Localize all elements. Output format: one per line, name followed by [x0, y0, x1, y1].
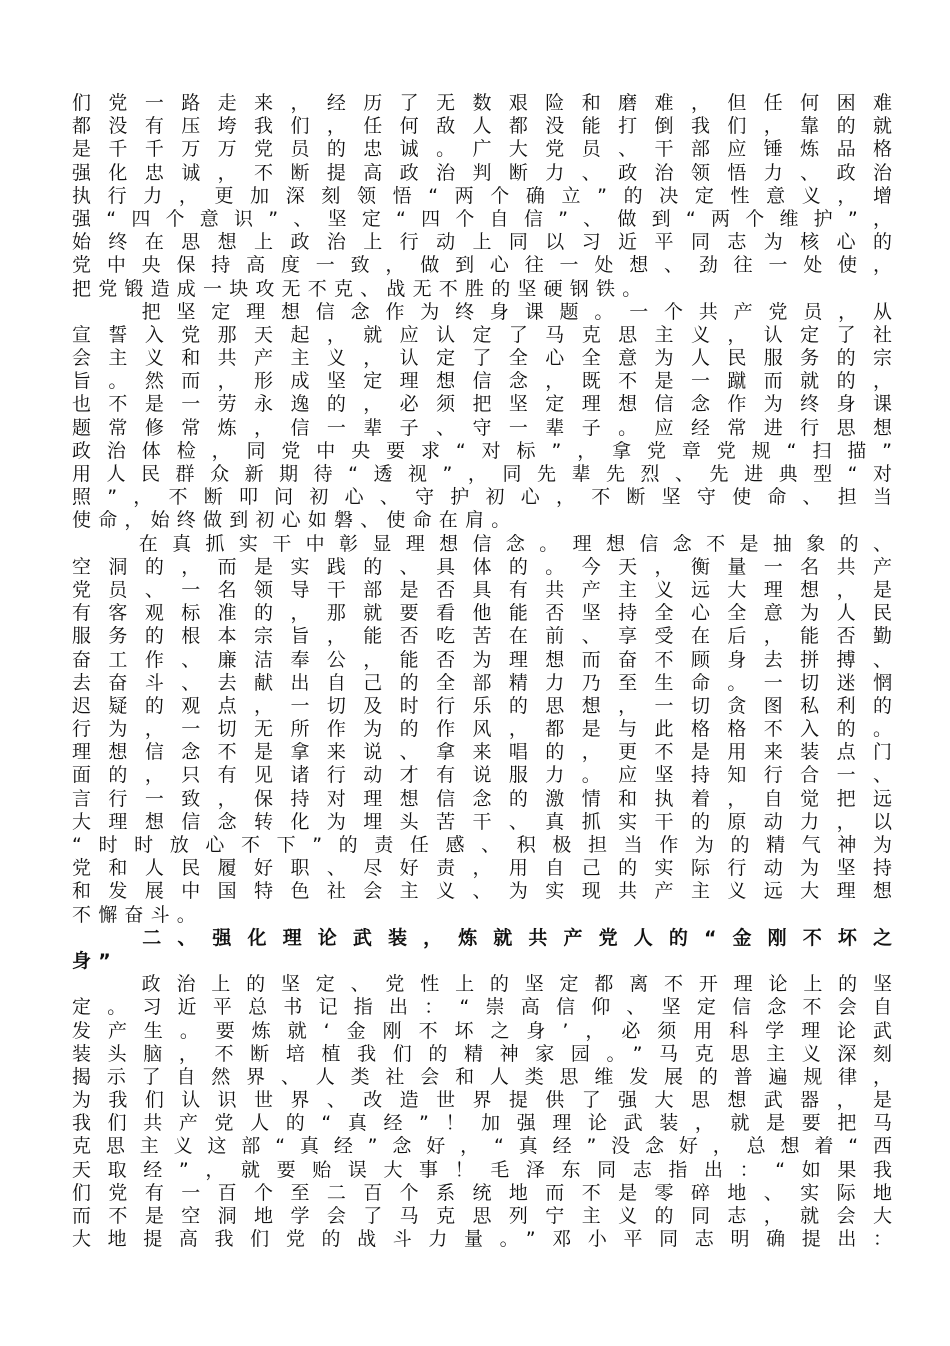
text-line: 定。习近平总书记指出：“崇高信仰、坚定信念不会自 — [72, 996, 892, 1019]
text-line: 党员、一名领导干部是否具有共产主义远大理想，是 — [72, 578, 892, 601]
text-line: 使命，始终做到初心如磐、使命在肩。 — [72, 509, 518, 532]
section-heading-line: 身” — [72, 949, 118, 972]
text-line: 党和人民履好职、尽好责，用自己的实际行动为坚持 — [72, 857, 892, 880]
text-line: 是千千万万党员的忠诚。广大党员、干部应锤炼品格 — [72, 138, 892, 161]
text-line: 强“四个意识”、坚定“四个自信”、做到“两个维护”， — [72, 207, 892, 230]
section-heading-line: 二、强化理论武装，炼就共产党人的“金刚不坏之 — [72, 926, 892, 949]
text-line: 旨。然而，形成坚定理想信念，既不是一蹴而就的， — [72, 370, 892, 393]
text-line: 执行力，更加深刻领悟“两个确立”的决定性意义，增 — [72, 184, 892, 207]
text-line: 为我们认识世界、改造世界提供了强大思想武器，是 — [72, 1089, 892, 1112]
text-line: 我们共产党人的“真经”！加强理论武装，就是要把马 — [72, 1112, 892, 1135]
text-line: 们党一路走来，经历了无数艰险和磨难，但任何困难 — [72, 92, 892, 114]
text-line: 发产生。要炼就‘金刚不坏之身’，必须用科学理论武 — [72, 1019, 892, 1042]
text-line: 政治上的坚定、党性上的坚定都离不开理论上的坚 — [72, 973, 892, 996]
text-line: 会主义和共产主义，认定了全心全意为人民服务的宗 — [72, 347, 892, 370]
document-body — [72, 92, 892, 1251]
text-line: 行为，一切无所作为的作风，都是与此格格不入的。 — [72, 718, 892, 741]
text-line: 迟疑的观点，一切及时行乐的思想，一切贪图私利的 — [72, 694, 892, 717]
text-line: 大地提高我们党的战斗力量。”邓小平同志明确提出： — [72, 1228, 892, 1251]
text-line: 和发展中国特色社会主义、为实现共产主义远大理想 — [72, 880, 892, 903]
text-line: 们党有一百个至二百个系统地而不是零碎地、实际地 — [72, 1181, 892, 1204]
text-line: 服务的根本宗旨，能否吃苦在前、享受在后，能否勤 — [72, 625, 892, 648]
text-line: 强化忠诚，不断提高政治判断力、政治领悟力、政治 — [72, 161, 892, 184]
text-line: 有客观标准的，那就要看他能否坚持全心全意为人民 — [72, 602, 892, 625]
text-line: 而不是空洞地学会了马克思列宁主义的同志，就会大 — [72, 1205, 892, 1227]
text-line: “时时放心不下”的责任感、积极担当作为的精气神为 — [72, 834, 892, 856]
text-line: 把党锻造成一块攻无不克、战无不胜的坚硬钢铁。 — [72, 277, 649, 300]
text-line: 面的，只有见诸行动才有说服力。应坚持知行合一、 — [72, 764, 892, 787]
text-line: 装头脑，不断培植我们的精神家园。”马克思主义深刻 — [72, 1042, 892, 1065]
text-line: 宣誓入党那天起，就应认定了马克思主义，认定了社 — [72, 323, 892, 346]
text-line: 揭示了自然界、人类社会和人类思维发展的普遍规律， — [72, 1065, 892, 1088]
text-line: 大理想信念转化为埋头苦干、真抓实干的原动力，以 — [72, 810, 892, 833]
text-line: 也不是一劳永逸的，必须把坚定理想信念作为终身课 — [72, 393, 892, 416]
text-line: 理想信念不是拿来说、拿来唱的，更不是用来装点门 — [72, 741, 892, 764]
text-line: 用人民群众新期待“透视”，同先辈先烈、先进典型“对 — [72, 463, 892, 485]
text-line: 在真抓实干中彰显理想信念。理想信念不是抽象的、 — [72, 532, 892, 555]
text-line: 克思主义这部“真经”念好，“真经”没念好，总想着“西 — [72, 1135, 892, 1158]
text-line: 天取经”，就要贻误大事！毛泽东同志指出：“如果我 — [72, 1158, 892, 1181]
text-line: 始终在思想上政治上行动上同以习近平同志为核心的 — [72, 231, 892, 254]
text-line: 不懈奋斗。 — [72, 903, 204, 926]
text-line: 空洞的，而是实践的、具体的。今天，衡量一名共产 — [72, 555, 892, 578]
text-line: 奋工作、廉洁奉公，能否为理想而奋不顾身去拼搏、 — [72, 648, 892, 671]
text-line: 党中央保持高度一致，做到心往一处想、劲往一处使， — [72, 254, 892, 277]
text-line: 把坚定理想信念作为终身课题。一个共产党员，从 — [72, 300, 892, 323]
text-line: 题常修常炼，信一辈子、守一辈子。应经常进行思想 — [72, 416, 892, 439]
text-line: 言行一致，保持对理想信念的激情和执着，自觉把远 — [72, 787, 892, 810]
text-line: 照”，不断叩问初心、守护初心，不断坚守使命、担当 — [72, 486, 892, 509]
text-line: 都没有压垮我们，任何敌人都没能打倒我们，靠的就 — [72, 115, 892, 138]
text-line: 政治体检，同党中央要求“对标”，拿党章党规“扫描” — [72, 439, 892, 462]
text-line: 去奋斗、去献出自己的全部精力乃至生命。一切迷惘 — [72, 671, 892, 694]
